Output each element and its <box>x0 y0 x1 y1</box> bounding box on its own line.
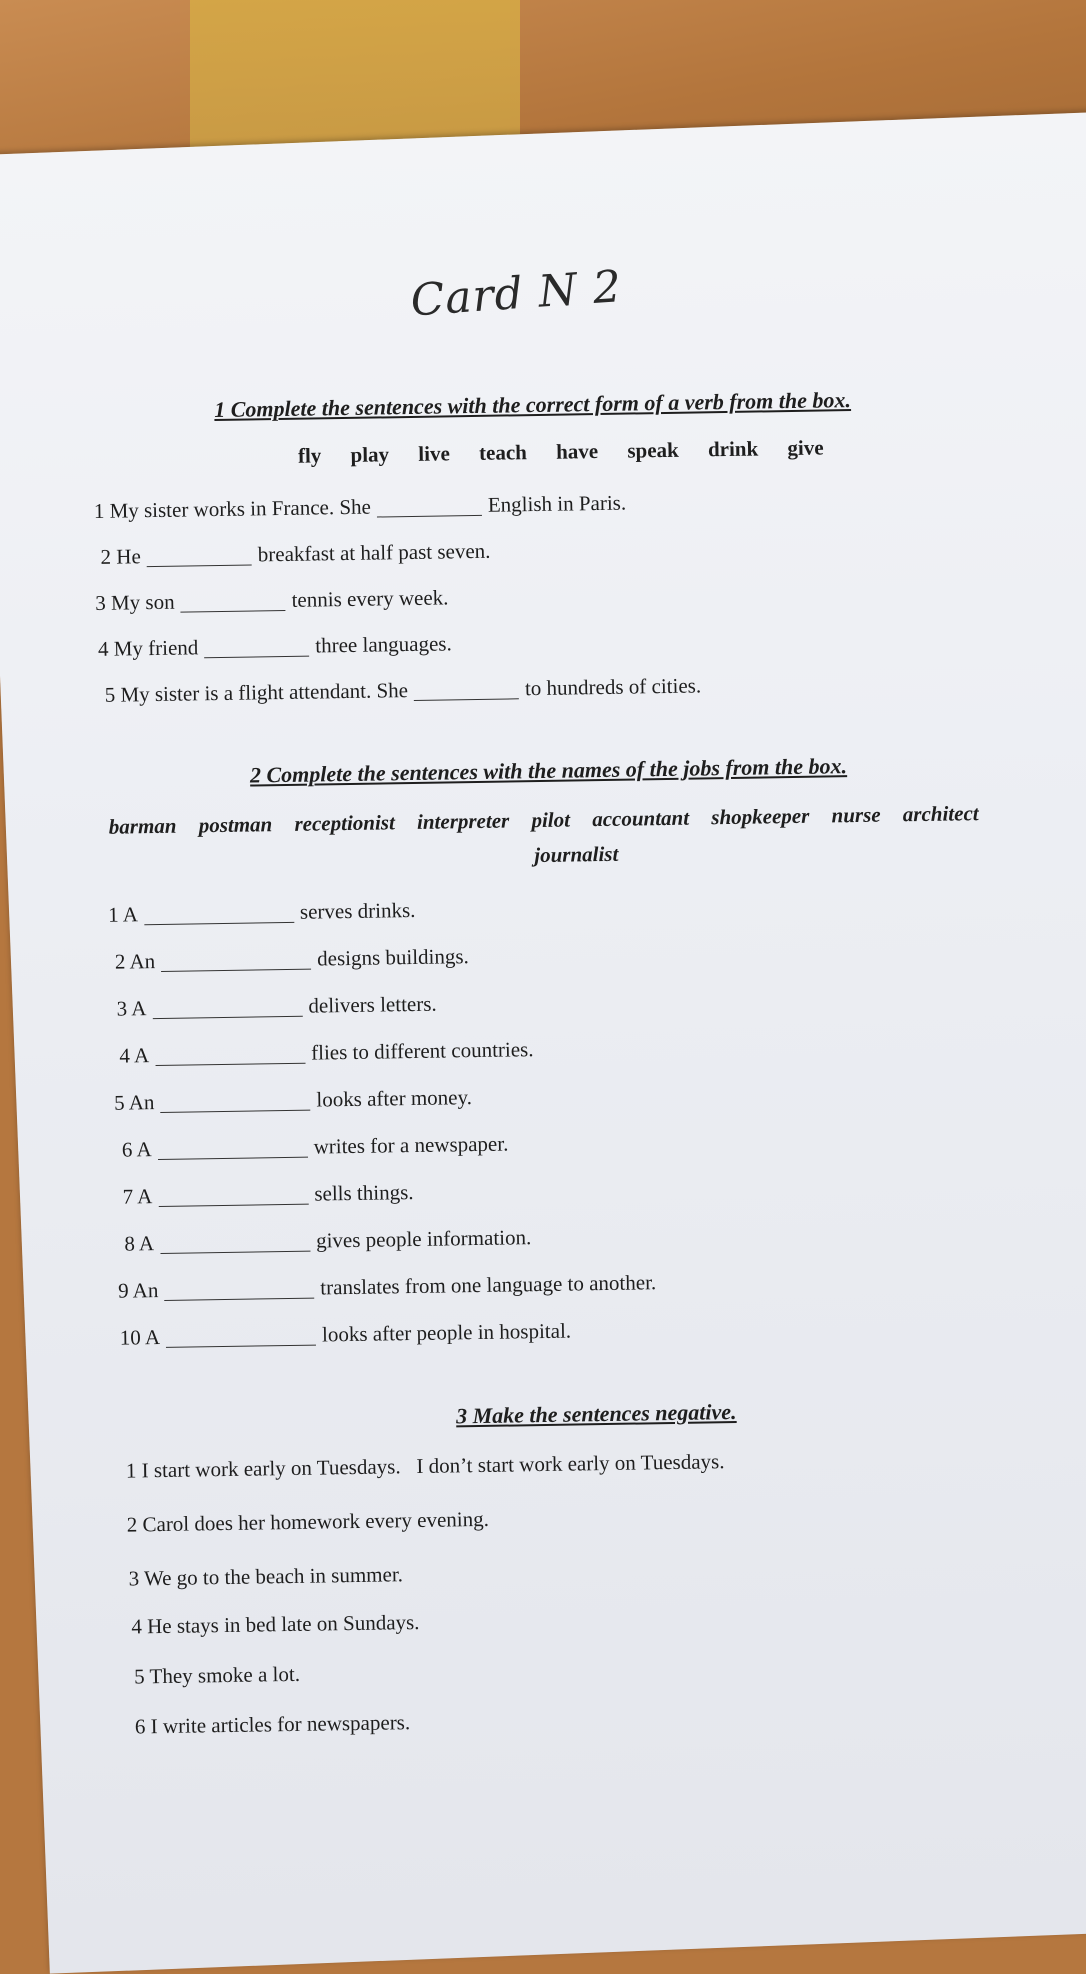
job-word: interpreter <box>416 808 510 834</box>
section2-item <box>108 898 416 928</box>
answer-blank[interactable] <box>160 1251 310 1254</box>
section2-item <box>119 1037 533 1069</box>
section1-item <box>94 491 627 524</box>
section1-item <box>100 539 490 570</box>
item-text: 8 A <box>124 1231 155 1256</box>
section2-heading: 2 Complete the sentences with the names of the jobs from the box. <box>249 753 848 788</box>
verb-word: give <box>787 435 824 461</box>
item-text: 1 A <box>107 902 139 927</box>
section2-item <box>122 1180 413 1210</box>
answer-blank[interactable] <box>165 1298 315 1301</box>
answer-blank[interactable] <box>166 1345 316 1348</box>
job-word: nurse <box>831 802 881 828</box>
verb-word: have <box>555 439 599 464</box>
answer-blank[interactable] <box>147 564 252 567</box>
item-text: looks after people in hospital. <box>321 1318 572 1347</box>
item-text: translates from one language to another. <box>320 1270 657 1300</box>
answer-blank[interactable] <box>158 1157 308 1160</box>
section1-item <box>95 585 449 616</box>
answer-blank[interactable] <box>144 922 294 925</box>
verb-word: play <box>350 442 390 467</box>
item-text: 4 My friend <box>97 635 199 661</box>
section3-item: 5 They smoke a lot. <box>133 1661 301 1689</box>
item-text: 6 A <box>121 1137 152 1162</box>
section1-heading: 1 Complete the sentences with the correct form of a verb from the box. <box>214 387 852 423</box>
section3-item: 1 I start work early on Tuesdays. I don’t start work early on Tuesdays. <box>125 1449 725 1483</box>
item-text: 3 A <box>116 996 147 1021</box>
item-text: three languages. <box>315 631 452 658</box>
answer-blank[interactable] <box>155 1063 305 1066</box>
answer-blank[interactable] <box>153 1016 303 1019</box>
section2-item <box>115 944 469 975</box>
section3-heading: 3 Make the sentences negative. <box>455 1398 737 1429</box>
item-text: serves drinks. <box>299 897 416 924</box>
item-text: 2 He <box>100 544 141 569</box>
section3-item: 2 Carol does her homework every evening. <box>126 1506 490 1537</box>
verb-word: drink <box>707 436 759 462</box>
answer-blank[interactable] <box>204 656 309 659</box>
item-text: 1 My sister works in France. She <box>93 494 372 523</box>
job-word: barman <box>108 813 177 839</box>
answer-blank[interactable] <box>161 969 311 972</box>
item-text: 9 An <box>117 1278 159 1303</box>
item-text: 2 An <box>114 949 156 974</box>
job-word: receptionist <box>294 810 395 836</box>
section2-item <box>118 1270 656 1303</box>
job-word: accountant <box>592 805 690 832</box>
section3-item: 3 We go to the beach in summer. <box>128 1562 404 1591</box>
item-text: gives people information. <box>315 1225 532 1253</box>
answer-blank[interactable] <box>414 698 519 701</box>
answer-blank[interactable] <box>159 1204 309 1207</box>
job-word: pilot <box>531 807 571 833</box>
handwritten-title: Card N 2 <box>408 261 624 327</box>
section2-item <box>122 1132 509 1163</box>
section2-item <box>114 1085 472 1116</box>
answer-blank[interactable] <box>377 515 482 518</box>
item-text: 5 An <box>113 1090 155 1115</box>
verb-word: teach <box>478 440 528 465</box>
item-text: writes for a newspaper. <box>313 1131 509 1159</box>
item-text: breakfast at half past seven. <box>257 538 491 567</box>
section3-item: 6 I write articles for newspapers. <box>134 1710 411 1739</box>
answer-blank[interactable] <box>161 1110 311 1113</box>
job-word: shopkeeper <box>711 803 810 830</box>
item-text: 3 My son <box>95 589 175 615</box>
item-text: tennis every week. <box>291 585 449 612</box>
section1-word-box <box>298 435 848 469</box>
item-text: English in Paris. <box>487 490 627 517</box>
item-text: 4 A <box>119 1043 150 1068</box>
job-word: postman <box>198 812 273 838</box>
item-text: flies to different countries. <box>310 1037 534 1065</box>
section3-item: 4 He stays in bed late on Sundays. <box>131 1609 420 1639</box>
section2-word-box <box>109 801 996 840</box>
section1-item <box>98 631 452 662</box>
item-text: delivers letters. <box>308 991 437 1018</box>
verb-word: speak <box>627 437 679 463</box>
section1-item <box>105 673 702 707</box>
item-text: 7 A <box>122 1184 153 1209</box>
item-text: designs buildings. <box>316 944 470 971</box>
job-word: architect <box>902 801 979 827</box>
item-text: sells things. <box>314 1180 414 1206</box>
item-text: 5 My sister is a flight attendant. She <box>104 678 409 707</box>
job-word: journalist <box>534 841 619 868</box>
verb-word: live <box>418 441 451 466</box>
item-text: to hundreds of cities. <box>524 673 702 701</box>
answer-blank[interactable] <box>181 610 286 613</box>
section2-word-box-line2 <box>534 841 635 868</box>
section2-item <box>116 992 436 1022</box>
section2-item <box>120 1319 572 1351</box>
item-text: looks after money. <box>316 1085 473 1112</box>
item-text: 10 A <box>119 1325 161 1350</box>
section2-item <box>124 1225 531 1256</box>
verb-word: fly <box>297 443 322 468</box>
